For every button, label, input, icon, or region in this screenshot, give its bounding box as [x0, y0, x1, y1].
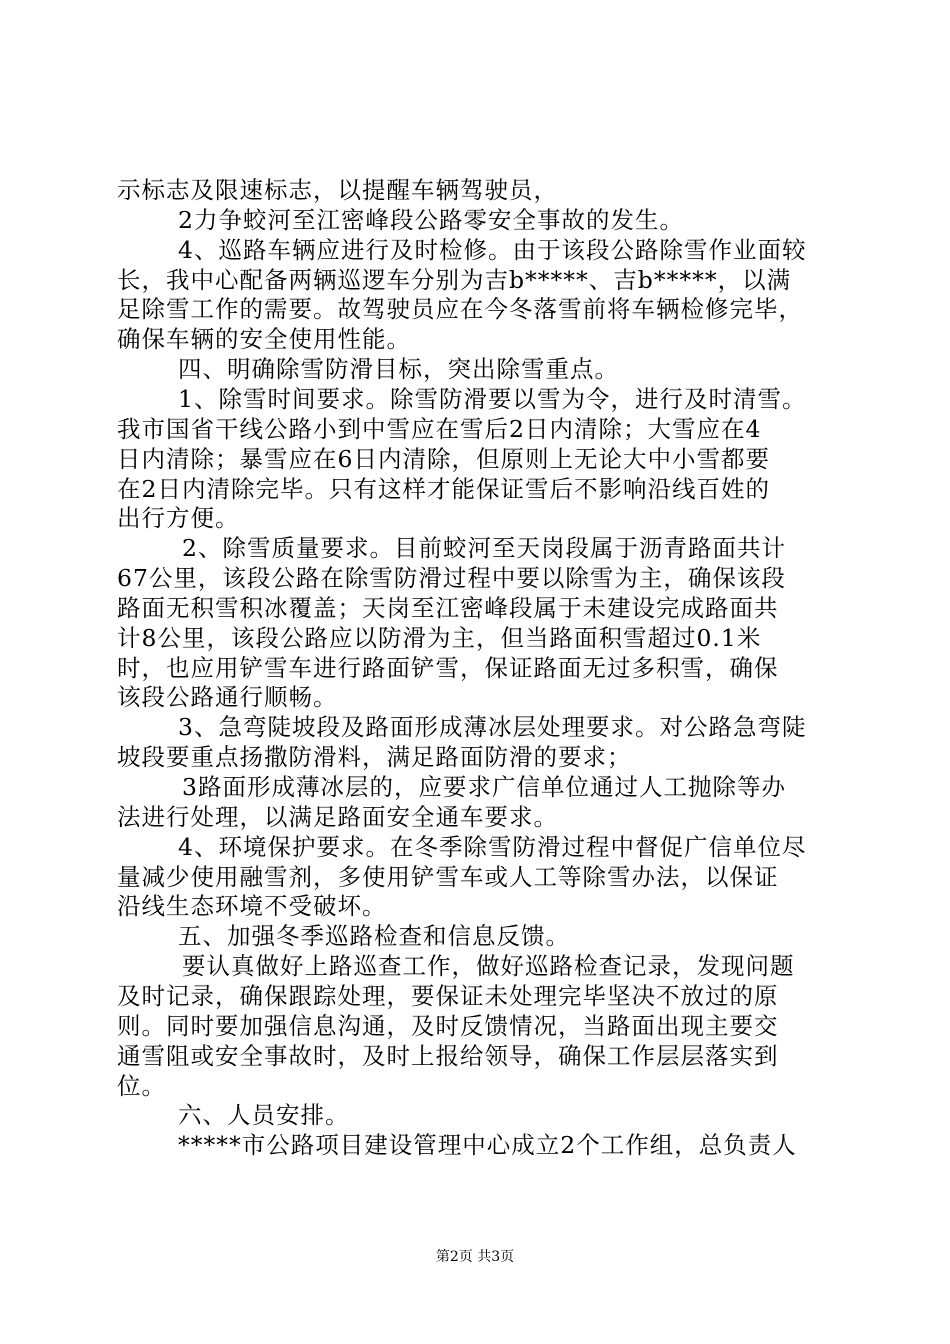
page-footer: 第2页 共3页 — [435, 1249, 515, 1265]
text-line: 日内清除；暴雪应在6日内清除，但原则上无论大中小雪都要 — [117, 445, 770, 473]
text-line: 该段公路通行顺畅。 — [117, 683, 338, 711]
text-line: 示标志及限速标志，以提醒车辆驾驶员， — [117, 176, 558, 204]
text-line: 计8公里，该段公路应以防滑为主，但当路面积雪超过0.1米 — [117, 624, 762, 652]
text-line: 3、急弯陡坡段及路面形成薄冰层处理要求。对公路急弯陡 — [178, 713, 807, 741]
text-line: 在2日内清除完毕。只有这样才能保证雪后不影响沿线百姓的 — [117, 475, 770, 503]
text-line: 1、除雪时间要求。除雪防滑要以雪为令，进行及时清雪。 — [178, 385, 807, 413]
text-line: 我市国省干线公路小到中雪应在雪后2日内清除；大雪应在4 — [117, 415, 762, 443]
text-line: 量减少使用融雪剂，多使用铲雪车或人工等除雪办法，以保证 — [117, 863, 779, 891]
text-line: 路面无积雪积冰覆盖；天岗至江密峰段属于未建设完成路面共 — [117, 594, 779, 622]
text-line: 法进行处理，以满足路面安全通车要求。 — [117, 803, 558, 831]
text-line: *****市公路项目建设管理中心成立2个工作组，总负责人 — [178, 1131, 797, 1159]
text-line: 67公里，该段公路在除雪防滑过程中要以除雪为主，确保该段 — [117, 564, 786, 592]
text-line: 4、巡路车辆应进行及时检修。由于该段公路除雪作业面较 — [178, 236, 807, 264]
text-line: 要认真做好上路巡查工作，做好巡路检查记录，发现问题 — [182, 952, 795, 980]
text-line: 位。 — [117, 1072, 166, 1100]
text-line: 则。同时要加强信息沟通，及时反馈情况，当路面出现主要交 — [117, 1012, 779, 1040]
section-heading: 五、加强冬季巡路检查和信息反馈。 — [178, 922, 570, 950]
text-line: 足除雪工作的需要。故驾驶员应在今冬落雪前将车辆检修完毕， — [117, 295, 803, 323]
text-line: 2力争蛟河至江密峰段公路零安全事故的发生。 — [178, 206, 684, 234]
text-line: 通雪阻或安全事故时，及时上报给领导，确保工作层层落实到 — [117, 1042, 779, 1070]
text-line: 时，也应用铲雪车进行路面铲雪，保证路面无过多积雪，确保 — [117, 654, 779, 682]
text-line: 3路面形成薄冰层的，应要求广信单位通过人工抛除等办 — [182, 773, 786, 801]
text-line: 及时记录，确保跟踪处理，要保证未处理完毕坚决不放过的原 — [117, 982, 779, 1010]
text-line: 出行方便。 — [117, 504, 240, 532]
text-line: 2、除雪质量要求。目前蛟河至天岗段属于沥青路面共计 — [182, 534, 786, 562]
text-line: 长，我中心配备两辆巡逻车分别为吉b*****、吉b*****，以满 — [117, 266, 792, 294]
text-line: 4、环境保护要求。在冬季除雪防滑过程中督促广信单位尽 — [178, 833, 807, 861]
text-line: 沿线生态环境不受破坏。 — [117, 892, 387, 920]
section-heading: 六、人员安排。 — [178, 1101, 350, 1129]
text-line: 坡段要重点扬撒防滑料，满足路面防滑的要求； — [117, 743, 632, 771]
section-heading: 四、明确除雪防滑目标，突出除雪重点。 — [178, 355, 619, 383]
text-line: 确保车辆的安全使用性能。 — [117, 325, 411, 353]
